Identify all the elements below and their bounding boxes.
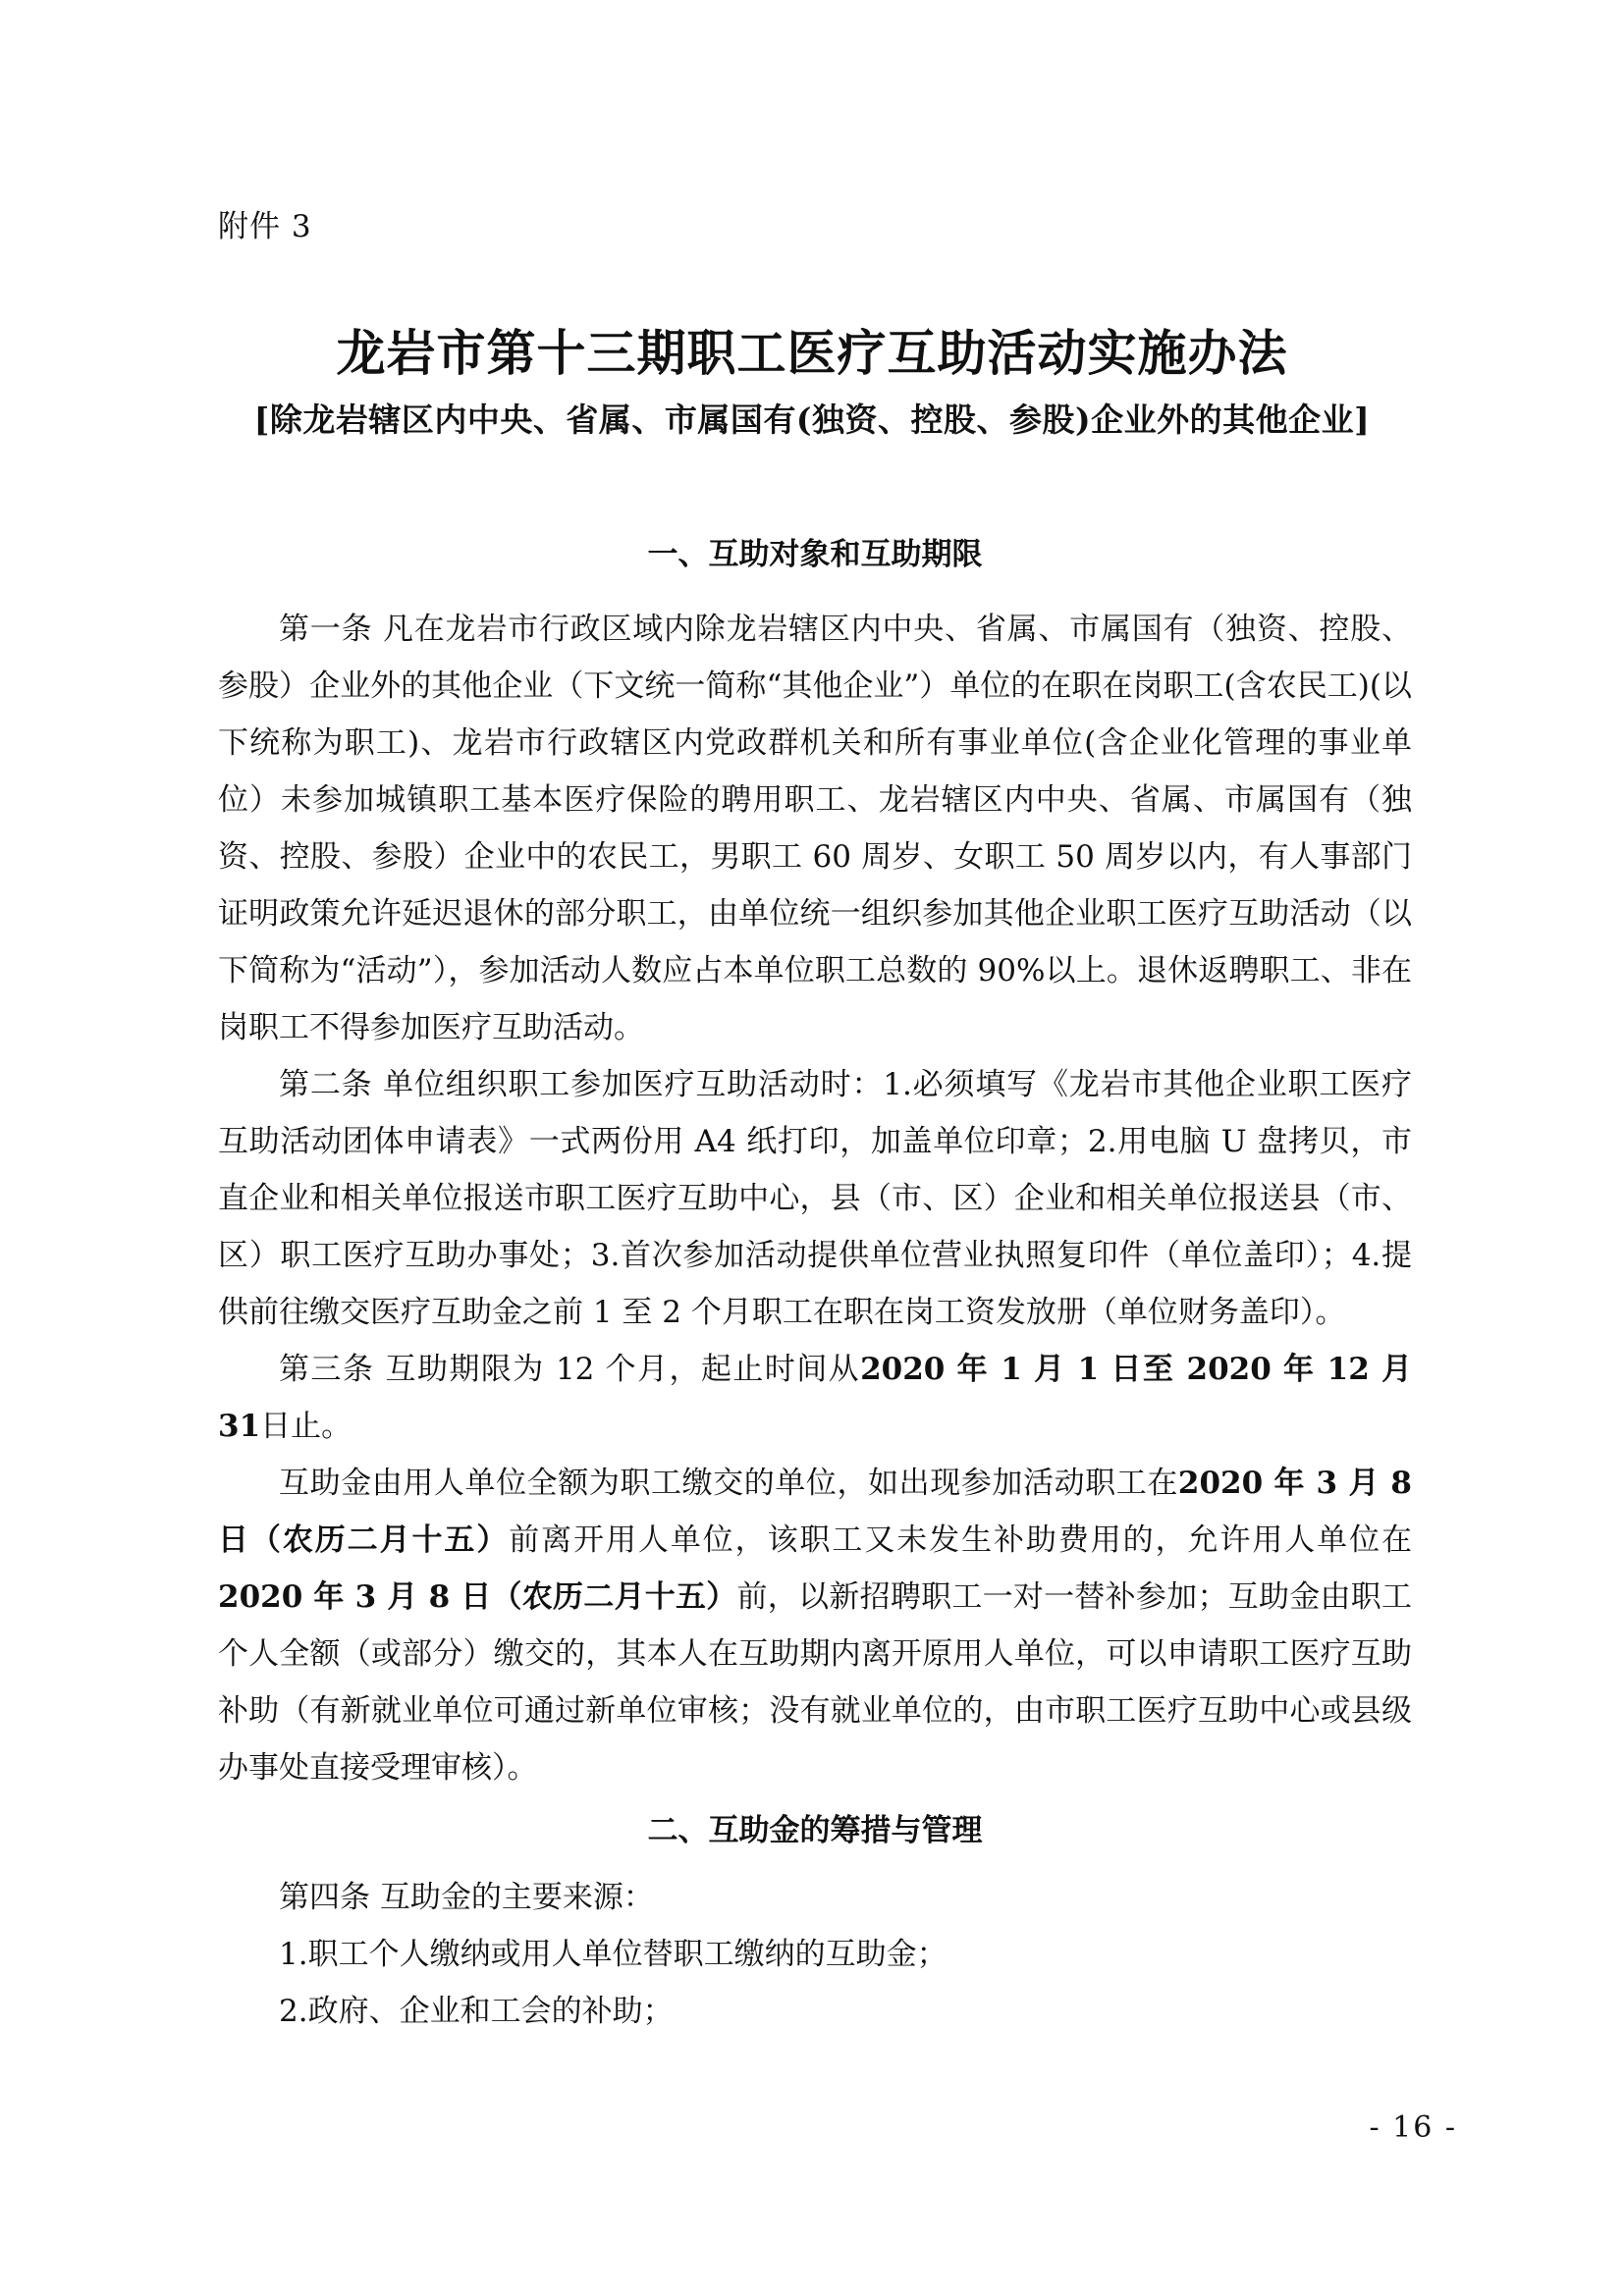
section-heading-1: 一、互助对象和互助期限 xyxy=(647,537,983,572)
article-2: 第二条 单位组织职工参加医疗互助活动时：1.必须填写《龙岩市其他企业职工医疗互助活动团体申请表》一式两份用 A4 纸打印，加盖单位印章；2.用电脑 U 盘拷贝，市直企业和相关单位报送市职工医疗互助中心，县（市、区）企业和相关单位报送县（市、区）职工医疗互助办事处；3.首次参加活动提供单位营业执照复印件（单位盖印）；4.提供前往缴交医疗互助金之前 1 至 2 个月职工在职在岗工资发放册（单位财务盖印）。 xyxy=(218,1067,1412,1330)
attachment-label: 附件 3 xyxy=(218,209,312,244)
page-number: - 16 - xyxy=(1369,2110,1457,2145)
article-1: 第一条 凡在龙岩市行政区域内除龙岩辖区内中央、省属、市属国有（独资、控股、参股）企业外的其他企业（下文统一简称“其他企业”）单位的在职在岗职工(含农民工)(以下统称为职工)、龙岩市行政辖区内党政群机关和所有事业单位(含企业化管理的事业单位）未参加城镇职工基本医疗保险的聘用职工、龙岩辖区内中央、省属、市属国有（独资、控股、参股）企业中的农民工，男职工 60 周岁、女职工 50 周岁以内，有人事部门证明政策允许延迟退休的部分职工，由单位统一组织参加其他企业职工医疗互助活动（以下简称为“活动”），参加活动人数应占本单位职工总数的 90%以上。退休返聘职工、非在岗职工不得参加医疗互助活动。 xyxy=(218,612,1412,1045)
rule-text-1: 互助金由用人单位全额为职工缴交的单位，如出现参加活动职工在 xyxy=(279,1466,1178,1501)
article-4: 第四条 互助金的主要来源： xyxy=(279,1880,654,1915)
rule-date-2: 2020 年 3 月 8 日（农历二月十五） xyxy=(218,1579,737,1615)
paragraph-replacement-rule xyxy=(218,1455,1412,1796)
section-heading-2: 二、互助金的筹措与管理 xyxy=(647,1813,983,1848)
document-body xyxy=(218,526,1412,2040)
document-title: 龙岩市第十三期职工医疗互助活动实施办法 xyxy=(336,324,1288,382)
list-item: 1.职工个人缴纳或用人单位替职工缴纳的互助金； xyxy=(279,1937,947,1972)
document-subtitle: [除龙岩辖区内中央、省属、市属国有(独资、控股、参股)企业外的其他企业] xyxy=(253,400,1371,439)
rule-text-3: 前，以新招聘职工一对一替补参加；互助金由职工个人全额（或部分）缴交的，其本人在互助期内离开原用人单位，可以申请职工医疗互助补助（有新就业单位可通过新单位审核；没有就业单位的，由市职工医疗互助中心或县级办事处直接受理审核）。 xyxy=(218,1579,1412,1786)
rule-text-2: 前离开用人单位，该职工又未发生补助费用的，允许用人单位在 xyxy=(509,1522,1412,1558)
article-3 xyxy=(218,1341,1412,1455)
article-3-dates: 2020 年 1 月 1 日至 2020 年 12 月 31 xyxy=(218,1352,1412,1444)
rule-date-1: 2020 年 3 月 8 日（农历二月十五） xyxy=(218,1466,1412,1558)
article-3-end: 日止。 xyxy=(260,1409,352,1444)
article-3-text: 第三条 互助期限为 12 个月，起止时间从 xyxy=(279,1352,861,1387)
list-item: 2.政府、企业和工会的补助； xyxy=(279,1994,674,2029)
